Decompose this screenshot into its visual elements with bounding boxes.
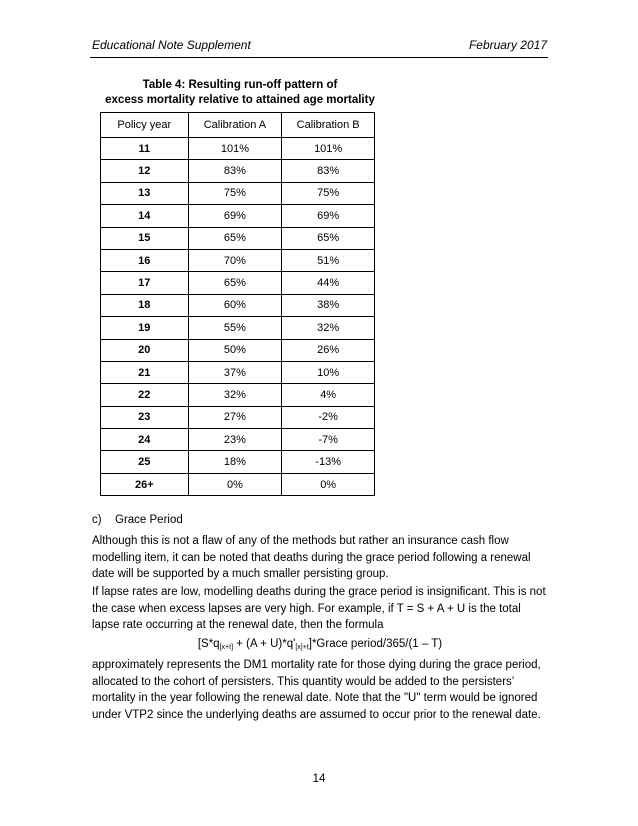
formula-part-2: + (A + U)*q' xyxy=(233,638,296,650)
cell-calibration-b: -2% xyxy=(282,406,375,428)
table-row xyxy=(101,182,375,204)
cell-calibration-a: 18% xyxy=(188,451,282,473)
cell-calibration-a: 75% xyxy=(188,182,282,204)
cell-calibration-b: 26% xyxy=(282,339,375,361)
cell-calibration-b: 10% xyxy=(282,361,375,383)
column-header-policy-year: Policy year xyxy=(101,113,189,138)
table-row xyxy=(101,361,375,383)
cell-calibration-b: 51% xyxy=(282,249,375,271)
header-rule xyxy=(90,57,548,58)
cell-policy-year: 20 xyxy=(101,339,189,361)
cell-policy-year: 17 xyxy=(101,272,189,294)
cell-calibration-b: 83% xyxy=(282,160,375,182)
formula-part-1: [S*q xyxy=(197,638,220,650)
table-row xyxy=(101,249,375,271)
cell-calibration-b: 75% xyxy=(282,182,375,204)
table-caption-line-1: Table 4: Resulting run-off pattern of xyxy=(142,79,338,91)
cell-calibration-b: 65% xyxy=(282,227,375,249)
table-row xyxy=(101,406,375,428)
table-caption-line-2: excess mortality relative to attained age mortality xyxy=(105,94,375,106)
table-row xyxy=(101,339,375,361)
section-title: Grace Period xyxy=(115,514,183,526)
cell-calibration-b: 101% xyxy=(282,138,375,160)
cell-calibration-a: 55% xyxy=(188,317,282,339)
cell-policy-year: 26+ xyxy=(101,473,189,495)
cell-policy-year: 14 xyxy=(101,205,189,227)
formula-subscript-2: [x]+t xyxy=(295,644,309,651)
cell-calibration-a: 27% xyxy=(188,406,282,428)
table-caption xyxy=(80,78,400,108)
cell-calibration-a: 37% xyxy=(188,361,282,383)
cell-policy-year: 25 xyxy=(101,451,189,473)
table-row xyxy=(101,272,375,294)
cell-calibration-a: 83% xyxy=(188,160,282,182)
cell-policy-year: 18 xyxy=(101,294,189,316)
cell-calibration-a: 60% xyxy=(188,294,282,316)
cell-policy-year: 21 xyxy=(101,361,189,383)
table-row xyxy=(101,205,375,227)
cell-policy-year: 15 xyxy=(101,227,189,249)
cell-calibration-b: 38% xyxy=(282,294,375,316)
cell-policy-year: 13 xyxy=(101,182,189,204)
cell-policy-year: 16 xyxy=(101,249,189,271)
cell-calibration-a: 101% xyxy=(188,138,282,160)
table-row xyxy=(101,429,375,451)
page-number: 14 xyxy=(312,773,326,785)
paragraph-3: approximately represents the DM1 mortality rate for those dying during the grace period, allocated to the cohort of persisters. This quantity would be added to the persisters’ mortality in the year following the renewal date. Note that the "U" term would be ignored under VTP2 since the underlying deaths are assumed to occur prior to the renewal date. xyxy=(92,659,541,721)
table-row xyxy=(101,227,375,249)
table-row xyxy=(101,294,375,316)
table-row xyxy=(101,473,375,495)
table-row xyxy=(101,138,375,160)
cell-calibration-b: 69% xyxy=(282,205,375,227)
cell-policy-year: 23 xyxy=(101,406,189,428)
paragraph-1: Although this is not a flaw of any of the methods but rather an insurance cash flow modelling item, it can be noted that deaths during the grace period following a renewal date will be supported by a much smaller persisting group. xyxy=(92,535,531,580)
table-row xyxy=(101,451,375,473)
column-header-calibration-b: Calibration B xyxy=(282,113,375,138)
cell-calibration-b: 44% xyxy=(282,272,375,294)
cell-calibration-a: 23% xyxy=(188,429,282,451)
section-heading xyxy=(92,512,548,529)
cell-policy-year: 11 xyxy=(101,138,189,160)
paragraph-2: If lapse rates are low, modelling deaths during the grace period is insignificant. This is not the case when excess lapses are very high. For example, if T = S + A + U is the total lapse rate occurring at the renewal date, then the formula xyxy=(92,586,546,631)
cell-calibration-a: 65% xyxy=(188,272,282,294)
cell-calibration-a: 70% xyxy=(188,249,282,271)
header-date: February 2017 xyxy=(468,38,547,52)
runoff-table xyxy=(100,112,375,496)
cell-calibration-a: 0% xyxy=(188,473,282,495)
header-title: Educational Note Supplement xyxy=(92,38,251,52)
table-row xyxy=(101,384,375,406)
section-number: c) xyxy=(92,514,102,526)
cell-calibration-b: 4% xyxy=(282,384,375,406)
column-header-calibration-a: Calibration A xyxy=(188,113,282,138)
cell-calibration-a: 65% xyxy=(188,227,282,249)
grace-period-formula xyxy=(92,636,548,656)
table-body xyxy=(101,138,375,496)
cell-calibration-a: 69% xyxy=(188,205,282,227)
formula-subscript-1: [x+t] xyxy=(219,644,234,651)
cell-calibration-b: 32% xyxy=(282,317,375,339)
cell-policy-year: 12 xyxy=(101,160,189,182)
table-header-row xyxy=(101,113,375,138)
cell-calibration-a: 32% xyxy=(188,384,282,406)
table-row xyxy=(101,317,375,339)
cell-calibration-a: 50% xyxy=(188,339,282,361)
formula-part-3: ]*Grace period/365/(1 – T) xyxy=(308,638,443,650)
table-row xyxy=(101,160,375,182)
cell-policy-year: 19 xyxy=(101,317,189,339)
cell-policy-year: 24 xyxy=(101,429,189,451)
cell-calibration-b: 0% xyxy=(282,473,375,495)
cell-calibration-b: -7% xyxy=(282,429,375,451)
cell-calibration-b: -13% xyxy=(282,451,375,473)
cell-policy-year: 22 xyxy=(101,384,189,406)
